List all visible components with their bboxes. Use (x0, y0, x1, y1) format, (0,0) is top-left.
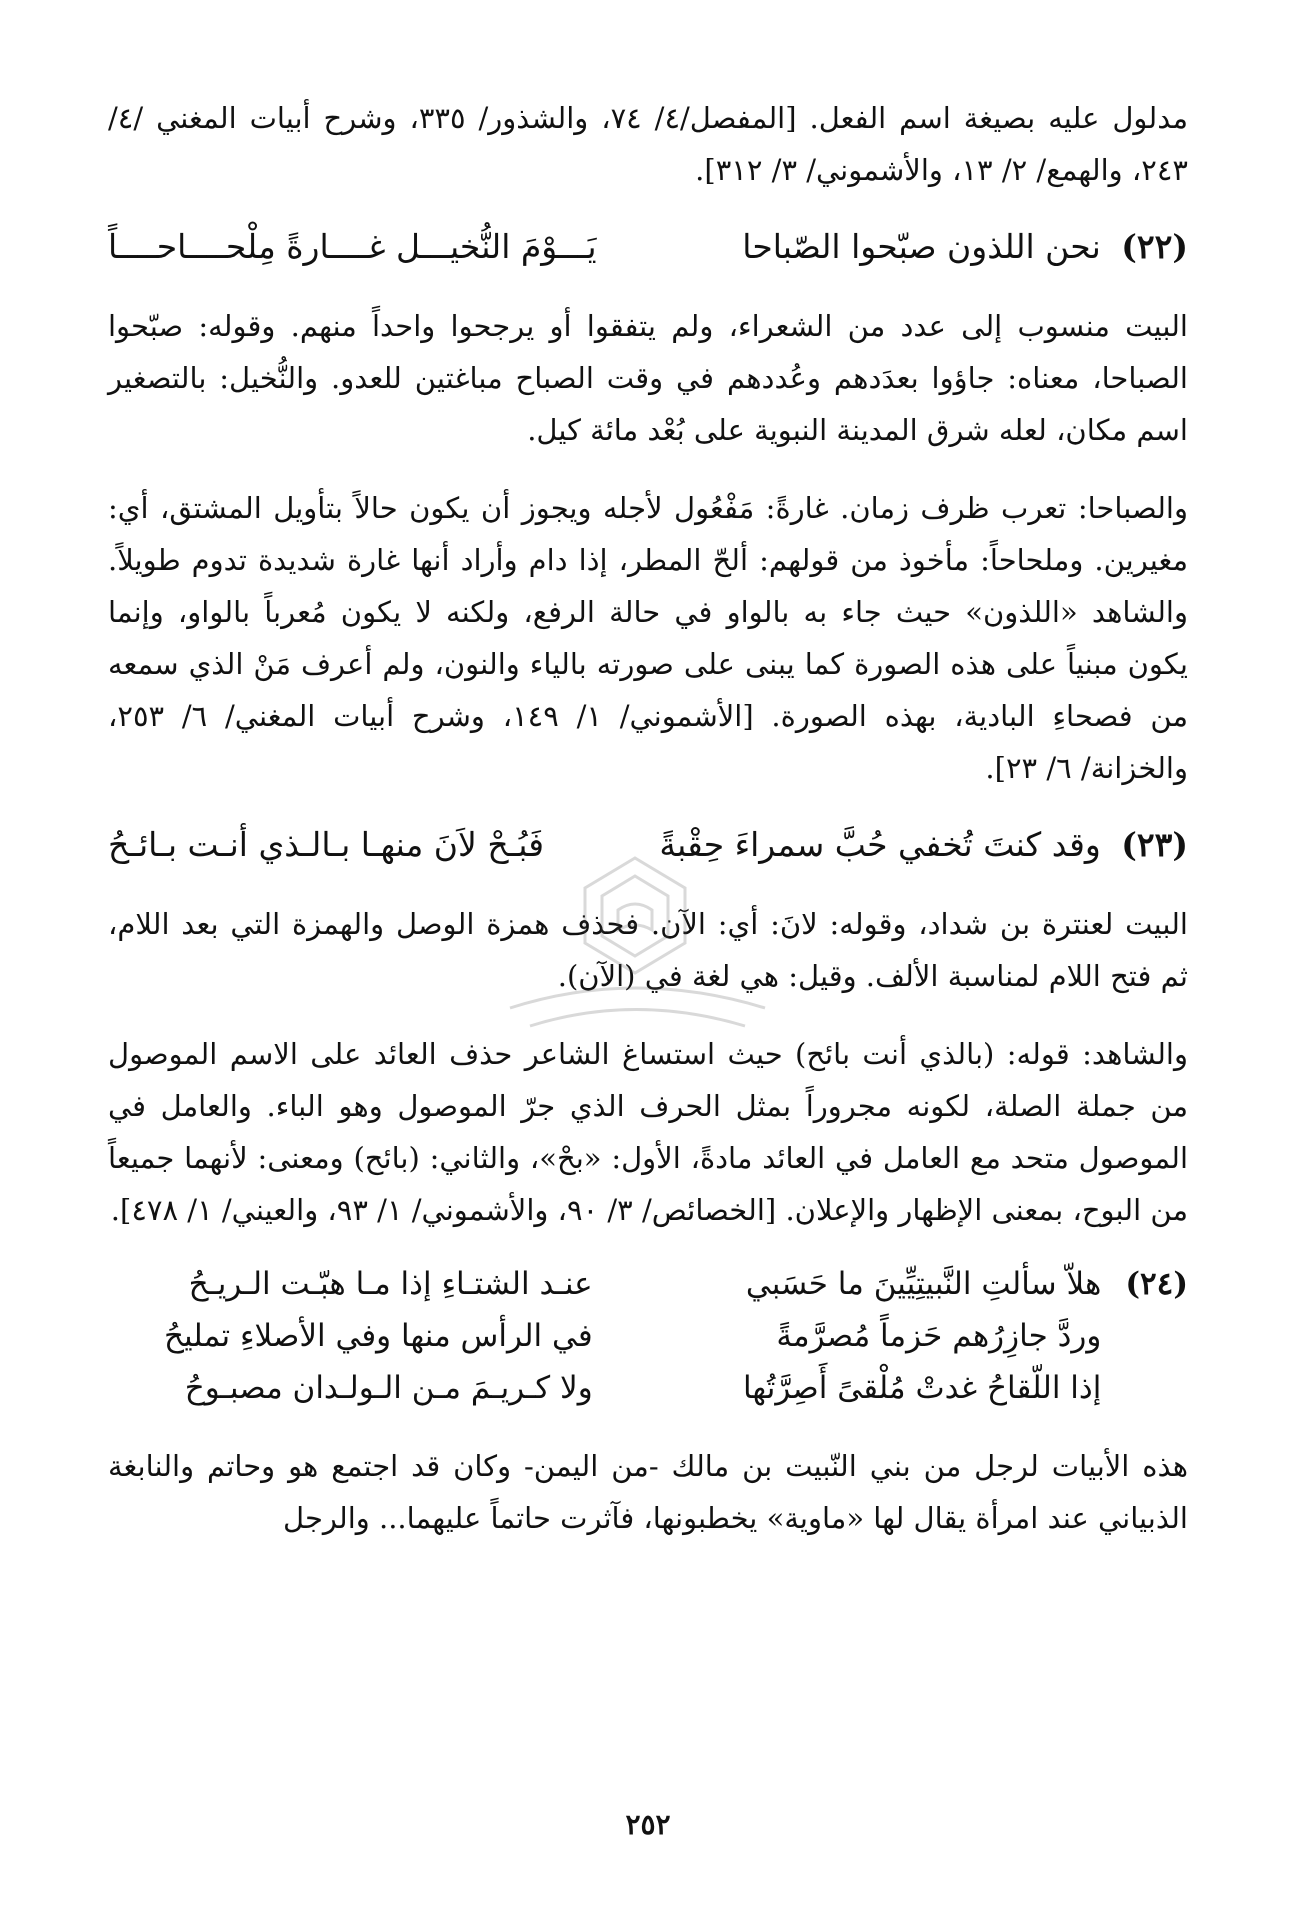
verse-number: (٢٤) (1125, 1266, 1188, 1302)
intro-paragraph: مدلول عليه بصيغة اسم الفعل. [المفصل/٤/ ٧٤، والشذور/ ٣٣٥، وشرح أبيات المغني /٤/ ٢٤٣، والهمع/ ٢/ ١٣، والأشموني/ ٣/ ٣١٢]. (108, 101, 1188, 187)
poem-line-second-hemistich: عنـد الشتـاءِ إذا مـا هبّـت الـريـحُ (188, 1266, 593, 1302)
poem-line-first-hemistich: إذا اللّقاحُ غدتْ مُلْقىً أَصِرَّتُها (742, 1370, 1102, 1406)
poem-line-second-hemistich: ولا كـريـمَ مـن الـولـدان مصبـوحُ (184, 1370, 593, 1406)
poem-line-first-hemistich: وردَّ جازِرُهم حَزماً مُصرَّمةً (776, 1318, 1102, 1354)
commentary-paragraph: والصباحا: تعرب ظرف زمان. غارةً: مَفْعُول لأجله ويجوز أن يكون حالاً بتأويل المشتق، أي: مغيرين. وملحاحاً: مأخوذ من قولهم: ألحّ المطر، إذا دام وأراد أنها غارة شديدة تدوم طويلاً. والشاهد «اللذون» حيث جاء به بالواو في حالة الرفع، ولكنه لا يكون مُعرباً بالواو، وإنما يكون مبنياً على هذه الصورة كما يبنى على صورته بالياء والنون، ولم أعرف مَنْ الذي سمعه من فصحاءِ البادية، بهذه الصورة. [الأشموني/ ١/ ١٤٩، وشرح أبيات المغني/ ٦/ ٢٥٣، والخزانة/ ٦/ ٢٣]. (108, 491, 1188, 785)
poem-line-second-hemistich: في الرأس منها وفي الأصلاءِ تمليحُ (163, 1318, 593, 1354)
verse-23 (108, 816, 1188, 874)
poem-24 (108, 1258, 1188, 1414)
verse-hemistich-second: فَبُـحْ لاَنَ منهـا بـالـذي أنـت بـائـحُ (108, 825, 545, 864)
commentary-paragraph: البيت منسوب إلى عدد من الشعراء، ولم يتفقوا أو يرجحوا واحداً منهم. وقوله: صبّحوا الصباحا، معناه: جاؤوا بعدَدهم وعُددهم في وقت الصباح مباغتين للعدو. والنُّخيل: بالتصغير اسم مكان، لعله شرق المدينة النبوية على بُعْد مائة كيل. (108, 309, 1188, 447)
verse-number: (٢٣) (1121, 825, 1188, 864)
verse-22 (108, 218, 1188, 276)
page-number: ٢٥٢ (625, 1808, 671, 1841)
poem-line-first-hemistich: هلاّ سألتِ النَّبيتِيِّينَ ما حَسَبي (745, 1266, 1102, 1302)
commentary-paragraph: والشاهد: قوله: (بالذي أنت بائح) حيث استساغ الشاعر حذف العائد على الاسم الموصول من جملة الصلة، لكونه مجروراً بمثل الحرف الذي جرّ الموصول وهو الباء. والعامل في الموصول متحد مع العامل في العائد مادةً، الأول: «بحْ»، والثاني: (بائح) ومعنى: لأنهما جميعاً من البوح، بمعنى الإظهار والإعلان. [الخصائص/ ٣/ ٩٠، والأشموني/ ١/ ٩٣، والعيني/ ١/ ٤٧٨]. (108, 1037, 1188, 1227)
commentary-paragraph: البيت لعنترة بن شداد، وقوله: لانَ: أي: الآن. فحذف همزة الوصل والهمزة التي بعد اللام، ثم فتح اللام لمناسبة الألف. وقيل: هي لغة في (الآن). (108, 907, 1188, 993)
commentary-paragraph: هذه الأبيات لرجل من بني النّبيت بن مالك -من اليمن- وكان قد اجتمع هو وحاتم والنابغة الذبياني عند امرأة يقال لها «ماوية» يخطبونها، فآثرت حاتماً عليهما... والرجل (108, 1449, 1188, 1535)
verse-number: (٢٢) (1121, 227, 1188, 266)
verse-hemistich-first: وقد كنتَ تُخفي حُبَّ سمراءَ حِقْبةً (659, 825, 1101, 864)
page-body (108, 92, 1188, 1544)
verse-hemistich-first: نحن اللذون صبّحوا الصّباحا (742, 227, 1101, 266)
verse-hemistich-second: يَـــوْمَ النُّخيـــل غــــارةً مِلْحــــاحــــاً (108, 227, 597, 266)
